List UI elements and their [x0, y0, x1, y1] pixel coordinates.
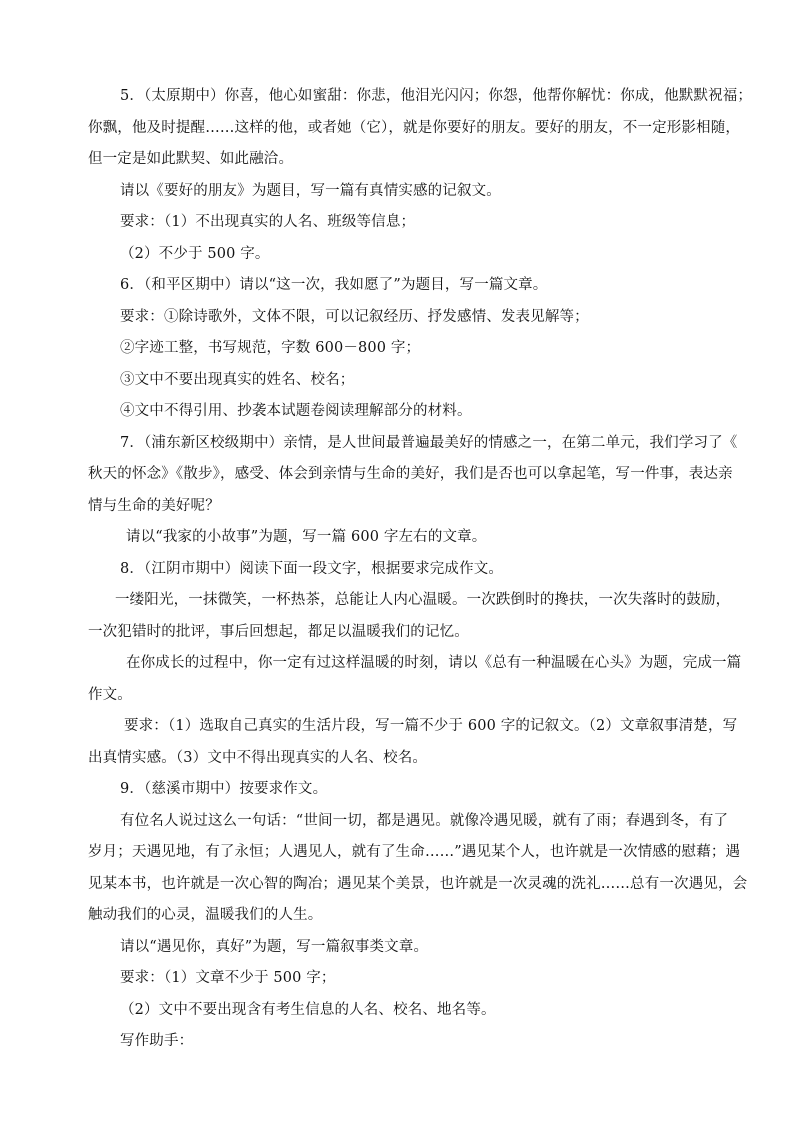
text-line: 但一定是如此默契、如此融洽。 [88, 151, 294, 167]
text-line: 见某本书，也许就是一次心智的陶冶；遇见某个美景，也许就是一次灵魂的洗礼……总有一次遇见，会 [88, 875, 748, 892]
text-line: 秋天的怀念》《散步》，感受、体会到亲情与生命的美好，我们是否也可以拿起笔，写一件事，表达亲 [88, 466, 733, 482]
text-line: 作文。 [88, 686, 132, 703]
text-line: 请以“遇见你，真好”为题，写一篇叙事类文章。 [120, 938, 429, 955]
text-line: 出真情实感。（3）文中不得出现真实的人名、校名。 [88, 749, 428, 766]
text-line: 有位名人说过这么一句话：“世间一切，都是遇见。就像冷遇见暖，就有了雨；春遇到冬，有了 [120, 812, 729, 829]
text-line: ②字迹工整，书写规范，字数 600－800 字； [120, 340, 421, 356]
text-line: 要求：①除诗歌外，文体不限，可以记叙经历、抒发感情、发表见解等； [120, 308, 589, 325]
text-line: 8．（江阴市期中）阅读下面一段文字，根据要求完成作文。 [120, 560, 504, 577]
text-line: 在你成长的过程中，你一定有过这样温暖的时刻，请以《总有一种温暖在心头》为题，完成一篇 [126, 655, 742, 671]
text-line: 要求：（1）不出现真实的人名、班级等信息； [120, 214, 416, 230]
text-line: ④文中不得引用、抄袭本试题卷阅读理解部分的材料。 [120, 403, 472, 419]
text-line: 触动我们的心灵，温暖我们的人生。 [88, 907, 323, 923]
text-line: ③文中不要出现真实的姓名、校名； [120, 371, 355, 388]
text-line: 9．（慈溪市期中）按要求作文。 [120, 781, 328, 797]
document-page [88, 81, 753, 1058]
text-line: 一次犯错时的批评，事后回想起，都足以温暖我们的记忆。 [88, 623, 469, 640]
text-line: 写作助手： [120, 1033, 194, 1049]
text-line: 岁月；天遇见地，有了永恒；人遇见人，就有了生命……”遇见某个人，也许就是一次情感的慰藉；遇 [88, 844, 741, 860]
text-line: 你飘，他及时提醒……这样的他，或者她（它），就是你要好的朋友。要好的朋友，不一定形影相随， [88, 119, 740, 136]
text-line: 7．（浦东新区校级期中）亲情，是人世间最普遍最美好的情感之一，在第二单元，我们学习了《 [120, 434, 738, 451]
text-line: 情与生命的美好呢？ [88, 497, 220, 514]
text-line: 请以《要好的朋友》为题目，写一篇有真情实感的记叙文。 [120, 182, 501, 199]
text-line: 6．（和平区期中）请以“这一次，我如愿了”为题目，写一篇文章。 [120, 277, 548, 293]
text-line: （2）不少于 500 字。 [120, 245, 270, 262]
text-line: 5．（太原期中）你喜，他心如蜜甜：你悲，他泪光闪闪；你怨，他帮你解忧：你成，他默默祝福； [120, 88, 753, 104]
text-line: 一缕阳光，一抹微笑，一杯热茶，总能让人内心温暖。一次跌倒时的搀扶，一次失落时的鼓励， [115, 592, 731, 608]
text-line: 请以“我家的小故事”为题，写一篇 600 字左右的文章。 [126, 529, 487, 545]
text-line: 要求：（1）文章不少于 500 字； [120, 970, 336, 986]
text-line: 要求：（1）选取自己真实的生活片段，写一篇不少于 600 字的记叙文。（2）文章叙事清楚，写 [124, 718, 738, 734]
text-line: （2）文中不要出现含有考生信息的人名、校名、地名等。 [120, 1001, 496, 1018]
